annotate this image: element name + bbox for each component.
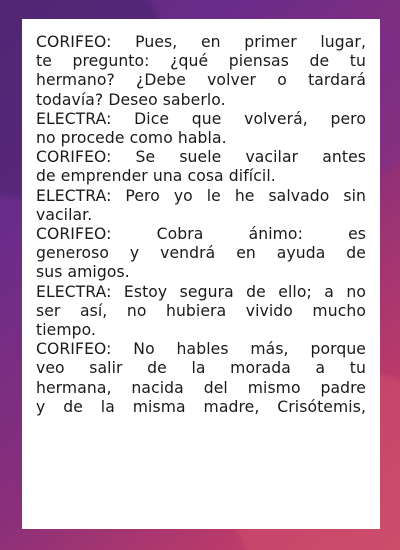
text-line: veo salir de la morada a tu <box>36 359 366 378</box>
text-line: CORIFEO: Cobra ánimo: es <box>36 225 366 244</box>
text-line: CORIFEO: Pues, en primer lugar, <box>36 33 366 51</box>
text-line: generoso y vendrá en ayuda de <box>36 244 366 263</box>
text-line: y de la misma madre, Crisótemis, <box>36 397 366 416</box>
text-line: CORIFEO: Se suele vacilar antes <box>36 148 366 167</box>
text-line: sus amigos. <box>36 263 130 282</box>
text-line: no procede como habla. <box>36 129 227 148</box>
text-card <box>22 19 380 529</box>
text-line: de emprender una cosa difícil. <box>36 167 276 186</box>
text-line: hermano? ¿Debe volver o tardará <box>36 71 366 90</box>
text-line: ELECTRA: Dice que volverá, pero <box>36 109 366 128</box>
text-line: todavía? Deseo saberlo. <box>36 90 226 109</box>
text-line: ELECTRA: Pero yo le he salvado sin <box>36 186 366 205</box>
text-line: te pregunto: ¿qué piensas de tu <box>36 52 366 71</box>
text-line: CORIFEO: No hables más, porque <box>36 340 366 359</box>
text-line: ELECTRA: Estoy segura de ello; a no <box>36 282 366 301</box>
text-line: hermana, nacida del mismo padre <box>36 378 366 397</box>
dialogue-text <box>36 33 366 417</box>
text-line: tiempo. <box>36 321 97 340</box>
text-line: vacilar. <box>36 205 93 224</box>
text-line: ser así, no hubiera vivido mucho <box>36 301 366 320</box>
